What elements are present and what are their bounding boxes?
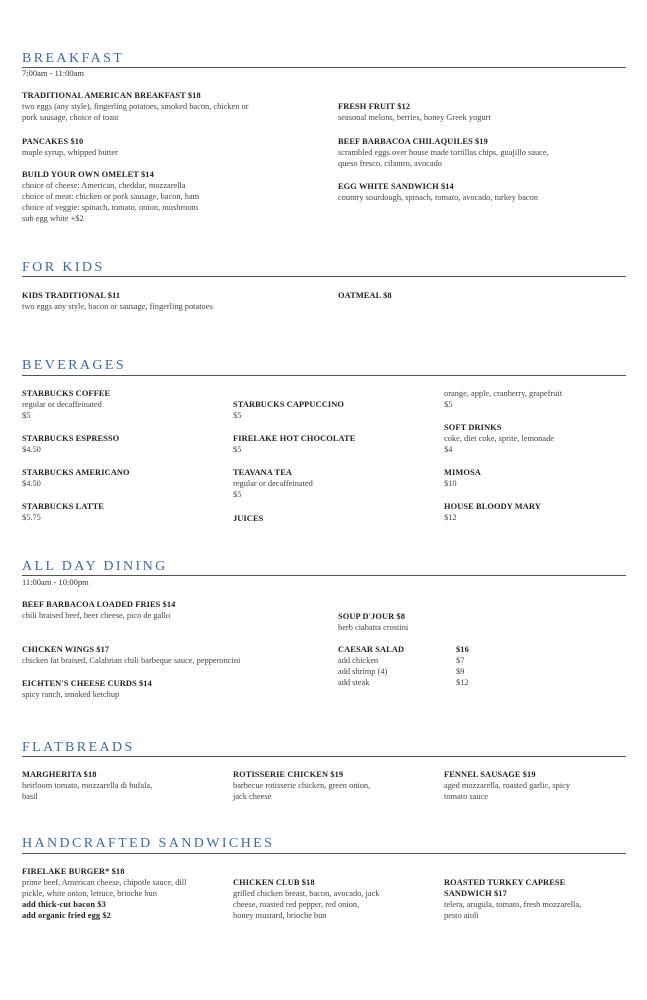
menu-item-teavana-tea	[233, 467, 313, 500]
item-desc: scrambled eggs over house made tortillas chips, guajillo sauce,	[338, 148, 549, 157]
item-name: CAESAR SALAD	[338, 645, 405, 654]
addon-label: add shrimp (4)	[338, 667, 388, 676]
item-name: MIMOSA	[444, 468, 481, 477]
menu-item-house-bloody-mary	[444, 501, 541, 523]
item-desc: honey mustard, brioche bun	[233, 911, 327, 920]
menu-item-margherita	[22, 769, 152, 802]
menu-item-starbucks-latte	[22, 501, 104, 523]
item-desc: aged mozzarella, roasted garlic, spicy	[444, 781, 571, 790]
item-price: $10	[444, 479, 457, 488]
menu-item-chicken-club	[233, 877, 380, 921]
item-name: KIDS TRADITIONAL $11	[22, 291, 121, 300]
item-desc: sub egg white +$2	[22, 214, 84, 223]
item-desc: regular or decaffeinated	[22, 400, 102, 409]
menu-item-chicken-wings	[22, 644, 240, 666]
item-desc: chicken fat braised, Calabrian chili barbeque sauce, pepperoncini	[22, 656, 241, 665]
section-title-for-kids: FOR KIDS	[22, 260, 105, 275]
item-desc: orange, apple, cranberry, grapefruit	[444, 389, 563, 398]
item-desc: grilled chicken breast, bacon, avocado, jack	[233, 889, 380, 898]
item-name: STARBUCKS COFFEE	[22, 389, 111, 398]
item-name: STARBUCKS CAPPUCCINO	[233, 400, 344, 409]
section-title-breakfast: BREAKFAST	[22, 51, 125, 66]
menu-item-caesar-salad	[338, 644, 538, 690]
item-name: STARBUCKS ESPRESSO	[22, 434, 120, 443]
item-name: BEEF BARBACOA CHILAQUILES $19	[338, 137, 488, 146]
menu-item-mimosa	[444, 467, 481, 489]
menu-item-pancakes	[22, 136, 118, 158]
menu-item-fresh-fruit	[338, 101, 491, 123]
menu-item-traditional-american-breakfast	[22, 90, 249, 123]
item-name: SOUP D'JOUR $8	[338, 612, 406, 621]
section-title-beverages: BEVERAGES	[22, 358, 127, 373]
item-desc: pickle, white onion, lettuce, brioche bun	[22, 889, 157, 898]
menu-item-oatmeal	[338, 290, 392, 301]
menu-item-eichtens-cheese-curds	[22, 678, 152, 700]
section-title-flatbreads: FLATBREADS	[22, 740, 135, 755]
menu-item-starbucks-espresso	[22, 433, 119, 455]
item-desc: jack cheese	[233, 792, 272, 801]
addon-label: add chicken	[338, 656, 379, 665]
item-name: FRESH FRUIT $12	[338, 102, 411, 111]
item-desc: queso fresco, cilantro, avocado	[338, 159, 442, 168]
item-price: $4.50	[22, 479, 41, 488]
item-name: STARBUCKS LATTE	[22, 502, 104, 511]
divider	[22, 375, 626, 376]
menu-item-rotisserie-chicken	[233, 769, 370, 802]
item-price: $12	[444, 513, 457, 522]
menu-item-soup-djour	[338, 611, 408, 633]
menu-item-starbucks-americano	[22, 467, 130, 489]
menu-item-fennel-sausage	[444, 769, 570, 802]
item-name: ROTISSERIE CHICKEN $19	[233, 770, 344, 779]
item-desc: two eggs (any style), fingerling potatoes, smoked bacon, chicken or	[22, 102, 249, 111]
item-desc: pork sausage, choice of toast	[22, 113, 119, 122]
item-desc: basil	[22, 792, 38, 801]
item-name: FIRELAKE HOT CHOCOLATE	[233, 434, 356, 443]
item-desc: tomato sauce	[444, 792, 488, 801]
item-price: $16	[456, 645, 469, 654]
item-desc: spicy ranch, smoked ketchup	[22, 690, 120, 699]
menu-item-starbucks-cappuccino	[233, 399, 344, 421]
menu-item-juices	[233, 513, 263, 524]
item-desc: country sourdough, spinach, tomato, avocado, turkey bacon	[338, 193, 539, 202]
item-desc: barbecue rotisserie chicken, green onion,	[233, 781, 371, 790]
item-desc: two eggs any style, bacon or sausage, fingerling potatoes	[22, 302, 213, 311]
item-desc: herb ciabatta crostini	[338, 623, 409, 632]
menu-item-soft-drinks	[444, 422, 554, 455]
item-name: JUICES	[233, 514, 264, 523]
addon-price: $9	[456, 667, 465, 676]
menu-item-firelake-hot-chocolate	[233, 433, 355, 455]
item-desc: cheese, roasted red pepper, red onion,	[233, 900, 360, 909]
item-price: $4	[444, 445, 453, 454]
addon-price: $7	[456, 656, 465, 665]
item-desc: choice of veggie: spinach, tomato, onion, mushroom	[22, 203, 199, 212]
item-name: CHICKEN CLUB $18	[233, 878, 315, 887]
divider	[22, 756, 626, 757]
breakfast-hours: 7:00am - 11:00am	[22, 68, 85, 78]
item-name: BEEF BARBACOA LOADED FRIES $14	[22, 600, 176, 609]
item-name: BUILD YOUR OWN OMELET $14	[22, 170, 154, 179]
item-price: $5	[233, 445, 242, 454]
item-desc: chili braised beef, beer cheese, pico de gallo	[22, 611, 171, 620]
item-name: TEAVANA TEA	[233, 468, 293, 477]
item-desc: maple syrup, whipped butter	[22, 148, 118, 157]
item-name: EGG WHITE SANDWICH $14	[338, 182, 454, 191]
item-desc: seasonal melons, berries, honey Greek yogurt	[338, 113, 491, 122]
item-name: CHICKEN WINGS $17	[22, 645, 110, 654]
all-day-hours: 11:00am - 10:00pm	[22, 577, 89, 587]
item-name: EICHTEN'S CHEESE CURDS $14	[22, 679, 152, 688]
item-price: $5	[444, 400, 453, 409]
divider	[22, 575, 626, 576]
item-name: PANCAKES $10	[22, 137, 84, 146]
item-name: FIRELAKE BURGER* $18	[22, 867, 125, 876]
addon-label: add organic fried egg $2	[22, 911, 111, 920]
item-desc: telera, arugula, tomato, fresh mozzarella,	[444, 900, 582, 909]
divider	[22, 67, 626, 68]
item-price: $5	[22, 411, 31, 420]
section-title-all-day-dining: ALL DAY DINING	[22, 559, 168, 574]
item-name: FENNEL SAUSAGE $19	[444, 770, 536, 779]
menu-item-firelake-burger	[22, 866, 186, 921]
item-name: SANDWICH $17	[444, 889, 507, 898]
menu-item-build-your-own-omelet	[22, 169, 199, 224]
item-name: SOFT DRINKS	[444, 423, 502, 432]
item-name: ROASTED TURKEY CAPRESE	[444, 878, 566, 887]
menu-item-beef-barbacoa-chilaquiles	[338, 136, 549, 169]
item-name: STARBUCKS AMERICANO	[22, 468, 130, 477]
item-name: TRADITIONAL AMERICAN BREAKFAST $18	[22, 91, 201, 100]
addon-price: $12	[456, 678, 469, 687]
menu-item-roasted-turkey-caprese-sandwich	[444, 877, 581, 921]
addon-label: add steak	[338, 678, 370, 687]
menu-item-kids-traditional	[22, 290, 213, 312]
item-desc: choice of meat: chicken or pork sausage, bacon, ham	[22, 192, 200, 201]
item-desc: heirloom tomato, mozzarella di bufala,	[22, 781, 153, 790]
item-price: $5.75	[22, 513, 41, 522]
item-name: MARGHERITA $18	[22, 770, 97, 779]
menu-item-beef-barbacoa-loaded-fries	[22, 599, 175, 621]
menu-item-juices-list	[444, 388, 562, 410]
item-price: $5	[233, 490, 242, 499]
item-name: HOUSE BLOODY MARY	[444, 502, 541, 511]
item-desc: prime beef, American cheese, chipotle sauce, dill	[22, 878, 187, 887]
menu-item-egg-white-sandwich	[338, 181, 538, 203]
divider	[22, 853, 626, 854]
item-desc: choice of cheese: American, cheddar, mozzarella	[22, 181, 186, 190]
addon-label: add thick-cut bacon $3	[22, 900, 106, 909]
divider	[22, 276, 626, 277]
item-price: $4.50	[22, 445, 41, 454]
item-desc: regular or decaffeinated	[233, 479, 313, 488]
item-price: $5	[233, 411, 242, 420]
item-desc: pesto aioli	[444, 911, 479, 920]
section-title-handcrafted-sandwiches: HANDCRAFTED SANDWICHES	[22, 836, 275, 851]
item-name: OATMEAL $8	[338, 291, 392, 300]
item-desc: coke, diet coke, sprite, lemonade	[444, 434, 554, 443]
menu-item-starbucks-coffee	[22, 388, 110, 421]
